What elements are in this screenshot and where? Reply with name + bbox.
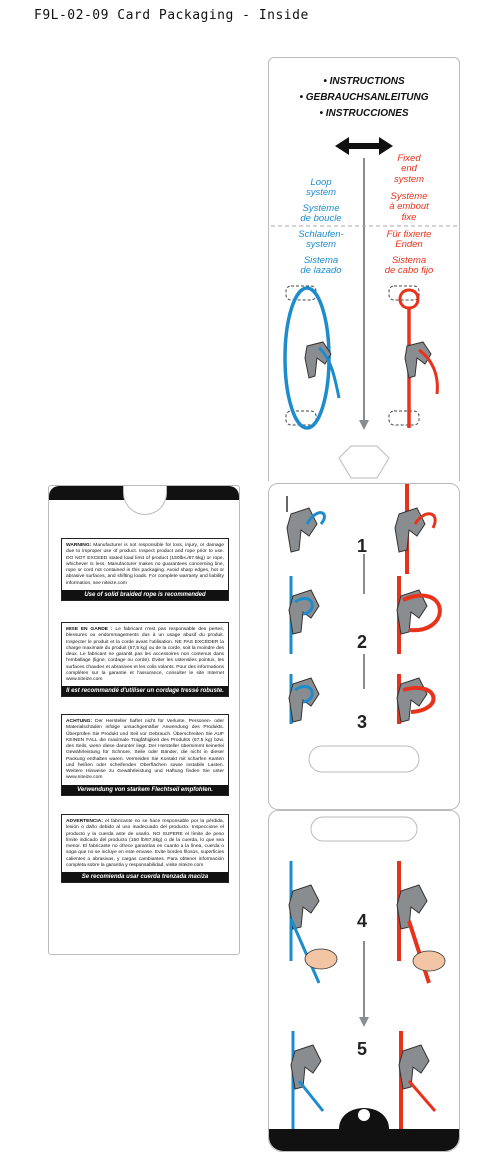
warning-box-spanish [61,814,229,883]
warnings-card [48,485,240,955]
label-sistema-de-cabo-fijo: Sistema de cabo fijo [384,255,434,277]
bottom-black-bar [269,1129,459,1151]
warning-label: ADVERTENCIA: [66,819,103,824]
label-sistema-de-lazado: Sistema de lazado [300,255,342,277]
warning-label: WARNING: [66,543,92,548]
warning-text: el fabricante no se hace responsable por la pérdida, lesión o daño debido al uso inadecuado del producto. Inspeccione el producto y la cuerda ante de usarlo. NO SUPERE el límite de peso límite indicado del producto (150 lb/67,5kg) o de la cuerda, lo que sea menor. El fabricante no ofrece garantías en cuanto a la línea, cuerda o soga que no se incluye en este envase. Evite bordes filosos, superficies calientes o abrasivas, y cargas cambiantes. Para obtener información completa sobre la garantía y responsabilidad, visite niteize.com [66,819,225,868]
warning-box-french [61,622,229,697]
instructions-panel-middle [268,483,460,810]
panel3-illustration [269,811,459,1151]
warning-text: Le fabricant n'est pas responsable des pertes, blessures ou endommagements dus à un usage abusif du produit. Inspecter le produit et la corde avant l'utilisation. NE PAS EXCÉDER la charge maximale du produit (67,5 kg) ou de la corde, soit la moindre des deux. Le fabricant ne garantit pas les accessoires non contenus dans l'emballage (ligne, cordage ou corde). Éviter les ustensiles pointus, les surfaces chaudes et abrasives et les colis volants. Pour des informations complètes sur la garantie et l'assurance, consulter le site Internet www.niteize.com [66,627,225,683]
warning-label: ACHTUNG: [66,719,93,724]
page-title: F9L-02-09 Card Packaging - Inside [34,8,309,23]
pill-slot [309,746,419,772]
step3-loop-illustration [289,674,319,724]
step1-loop-illustration [287,496,324,552]
step-number-2: 2 [357,632,368,652]
warning-box-german [61,714,229,796]
hang-notch [123,486,167,515]
step4-fixed-illustration [397,861,445,983]
pill-slot [311,817,417,841]
hang-tab [339,446,389,478]
heading-gebrauchsanleitung: • GEBRAUCHSANLEITUNG [299,92,429,103]
label-loop-system: Loop system [305,177,337,199]
warning-banner: Il est recommandé d'utiliser un cordage tressé robuste. [62,686,228,696]
instructions-panel-bottom [268,810,460,1152]
step4-loop-illustration [289,861,337,983]
loop-system-illustration [285,286,339,428]
step2-loop-illustration [289,576,319,654]
step5-loop-illustration [291,1031,323,1131]
heading-instrucciones: • INSTRUCCIONES [319,108,409,119]
label-schlaufensystem: Schlaufen- system [298,229,344,251]
label-fixed-end-system: Fixed end system [393,153,425,185]
step1-fixed-illustration [395,484,435,574]
instructions-panel-top [268,57,460,481]
warning-box-english [61,538,229,601]
warning-text: Der Hersteller haftet nicht für Verluste, Personen- oder Materialschäden infolge unsachgemäßer Anwendung des Produkts. Überprüfen Sie Produkt und Seil vor Gebrauch. Überschreiten Sie AUF KEINEN FALL die maximale Tragfähigkeit des Produkts (67,5 kg) bzw. des Seils, wenn diese darunter liegt. Der Hersteller übernimmt keinerlei Gewährleistung für Schnüre, Seile oder Bänder, die nicht in dieser Packung enthalten waren. Vermeiden Sie Kontakt mit scharfen Kanten und heißen oder scheifenden Oberflächen sowie instabile Lasten. Weitere Hinweise zu Gewährleistung und Haftung finden Sie unter www.niteize.com [66,719,224,781]
warning-banner: Se recomienda usar cuerda trenzada maciza [62,872,228,882]
double-arrow-icon [335,137,393,155]
step2-fixed-illustration [397,576,440,654]
fixed-system-illustration [389,286,437,428]
warning-banner: Verwendung von starkem Flechtseil empfohlen. [62,785,228,795]
warning-text: Manufacturer is not responsible for loss, injury, or damage due to improper use of product. Inspect product and rope prior to use. DO NOT EXCEED stated load limit of product (150lbs./67.5kg) or rope, whichever is less. Manufacturer makes no guarantees concerning line, rope or cord not contained in this packaging. Avoid sharp edges, hot or abrasive surfaces, and shifting loads. For complete warranty and liability information, see niteize.com [66,543,224,586]
step-number-5: 5 [357,1039,368,1059]
step-number-3: 3 [357,712,368,732]
step3-fixed-illustration [397,674,434,724]
label-systeme-de-boucle: Système de boucle [300,203,342,225]
label-fur-fixierte-enden: Für fixierte Enden [386,229,432,251]
heading-instructions: • INSTRUCTIONS [323,76,405,87]
warning-banner: Use of solid braided rope is recommended [62,590,228,600]
label-systeme-a-embout-fixe: Système à embout fixe [389,191,429,223]
step-number-1: 1 [357,536,368,556]
warning-label: MISE EN GARDE : [66,627,113,632]
step-number-4: 4 [357,911,368,931]
step5-fixed-illustration [399,1031,435,1131]
